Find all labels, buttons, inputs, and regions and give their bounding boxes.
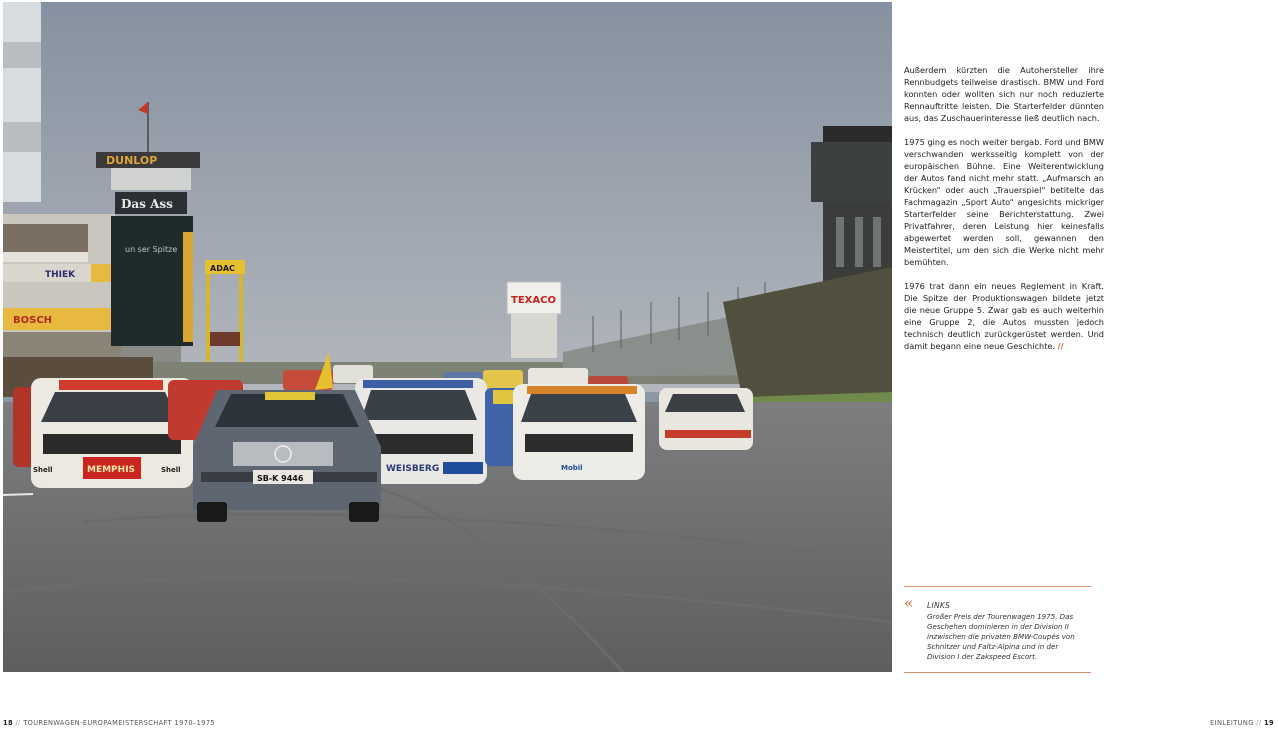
article-paragraph-2: 1975 ging es noch weiter bergab. Ford und BMW verschwanden werksseitig komplett von der europäischen Bühne. Eine Weiterentwicklung der Autos fand nicht mehr statt. „Aufmarsch an Krücken“ oder auch „Trauerspiel“ betitelte das Fachmagazin „Sport Auto“ angesichts mickriger Starterfelder seine Berichterstattung. Zwei Privatfahrer, deren Leistung hier keinesfalls abgewertet werden soll, gewannen den Meistertitel, um den sich die Werke nicht mehr bemühten. [904,137,1104,267]
weisberg-sign: WEISBERG [386,464,440,474]
bosch-sign: BOSCH [13,315,53,326]
alpina-bmw [513,384,645,480]
left-separator: // [15,719,21,727]
shell-sign-right: Shell [161,466,181,474]
adac-sign: ADAC [210,264,235,273]
article-end-mark: // [1057,341,1064,351]
dunlop-sign: DUNLOP [106,154,158,167]
thiele-sign: THIEK [45,270,76,280]
right-page-number: 19 [1264,719,1274,727]
caption-text: Großer Preis der Tourenwagen 1975. Das Geschehen dominieren in der Division II inzwischen die privaten BMW-Coupés von Schnitzer und Faltz-Alpina und in der Division I der Zakspeed Escort. [927,612,1075,661]
article-paragraph-3 [904,280,1104,352]
right-separator: // [1256,719,1262,727]
mobil-sign: Mobil [561,464,583,472]
lane-marking [3,494,33,495]
race-start-photo [3,2,892,672]
texaco-sign: TEXACO [511,295,556,306]
zakspeed-escort [659,388,753,450]
left-page-number: 18 [3,719,13,727]
article-paragraph-1: Außerdem kürzten die Autohersteller ihre Rennbudgets teilweise drastisch. BMW und Ford konnten oder wollten sich nur noch reduzierte Rennauftritte leisten. Die Starterfelder dünnten aus, das Zuschauerinteresse ließ deutlich nach. [904,65,1104,123]
footer-right [1210,719,1274,727]
photo-caption [904,586,1091,673]
right-running-title: EINLEITUNG [1210,719,1254,727]
race-start-illustration [3,2,892,672]
plate-text: SB-K 9446 [257,474,304,483]
caption-arrow-icon: « [904,594,914,612]
caption-heading: LINKS [927,601,951,610]
texaco-billboard [507,282,561,358]
unser-spitze-sign: un ser Spitze [125,245,178,254]
footer-left [3,719,215,727]
shell-sign-left: Shell [33,466,53,474]
article-paragraph-3-text: 1976 trat dann ein neues Reglement in Kraft. Die Spitze der Produktionswagen bildete jetzt die neue Gruppe 5. Zwar gab es auch weiterhin eine Gruppe 2, die Autos mussten jedoch technisch deutlich zurückgerüstet werden. Und damit begann eine neue Geschichte. [904,281,1104,351]
memphis-sign: MEMPHIS [87,465,136,475]
mercedes-pace-car [193,390,381,522]
article-body [904,64,1104,364]
das-ass-sign: Das Ass [121,197,173,211]
left-running-title: TOURENWAGEN-EUROPAMEISTERSCHAFT 1970–1975 [23,719,216,727]
